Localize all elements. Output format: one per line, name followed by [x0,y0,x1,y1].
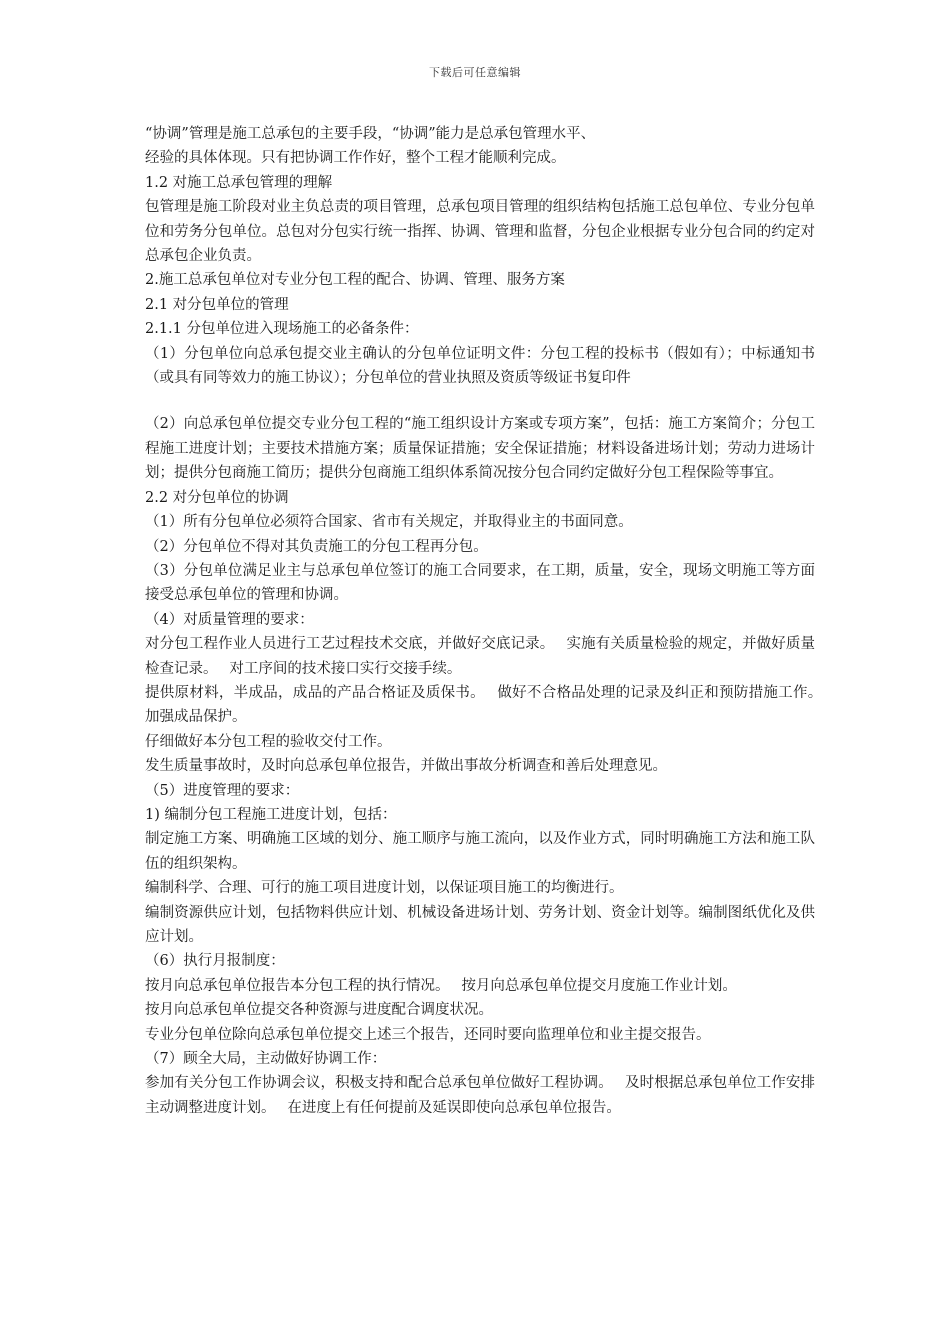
paragraph: 编制科学、合理、可行的施工项目进度计划，以保证项目施工的均衡进行。 [145,880,624,897]
paragraph: 经验的具体体现。只有把协调工作作好，整个工程才能顺利完成。 [145,150,566,167]
paragraph: 仔细做好本分包工程的验收交付工作。 [145,733,392,750]
section-heading: 2.2 对分包单位的协调 [145,489,289,506]
paragraph: 包管理是施工阶段对业主负总责的项目管理，总承包项目管理的组织结构包括施工总包单位、专业分包单位和劳务分包单位。总包对分包实行统一指挥、协调、管理和监督，分包企业根据专业分包合同的约定对总承包企业负责。 [145,199,815,265]
paragraph: 制定施工方案、明确施工区域的划分、施工顺序与施工流向，以及作业方式，同时明确施工方法和施工队伍的组织架构。 [145,831,815,872]
list-item: （3）分包单位满足业主与总承包单位签订的施工合同要求，在工期，质量，安全，现场文明施工等方面接受总承包单位的管理和协调。 [145,562,815,604]
list-item: （1）所有分包单位必须符合国家、省市有关规定，并取得业主的书面同意。 [145,514,633,531]
list-item: 1) 编制分包工程施工进度计划，包括： [145,806,397,823]
list-item: （1）分包单位向总承包提交业主确认的分包单位证明文件：分包工程的投标书（假如有）；中标通知书（或具有同等效力的施工协议）；分包单位的营业执照及资质等级证书复印件 [145,345,815,387]
list-item: （7）顾全大局，主动做好协调工作： [145,1051,387,1068]
document-body [145,122,835,1120]
section-heading: 1.2 对施工总承包管理的理解 [145,174,333,191]
paragraph: 按月向总承包单位提交各种资源与进度配合调度状况。 [145,1002,493,1019]
paragraph: “协调”管理是施工总承包的主要手段，“协调”能力是总承包管理水平、 [145,126,596,142]
page-header: 下载后可任意编辑 [429,66,521,79]
paragraph: 按月向总承包单位报告本分包工程的执行情况。 按月向总承包单位提交月度施工作业计划。 [145,977,737,994]
paragraph: 编制资源供应计划，包括物料供应计划、机械设备进场计划、劳务计划、资金计划等。编制图纸优化及供应计划。 [145,904,815,945]
list-item: （6）执行月报制度： [145,953,285,970]
paragraph: 对分包工程作业人员进行工艺过程技术交底，并做好交底记录。 实施有关质量检验的规定，并做好质量检查记录。 对工序间的技术接口实行交接手续。 [145,636,815,677]
list-item: （5）进度管理的要求： [145,782,300,799]
section-heading: 2.1 对分包单位的管理 [145,296,289,313]
paragraph: 参加有关分包工作协调会议，积极支持和配合总承包单位做好工程协调。 及时根据总承包单位工作安排主动调整进度计划。 在进度上有任何提前及延误即使向总承包单位报告。 [145,1075,815,1116]
paragraph: 发生质量事故时，及时向总承包单位报告，并做出事故分析调查和善后处理意见。 [145,758,667,775]
list-item: （2）向总承包单位提交专业分包工程的“施工组织设计方案或专项方案”，包括：施工方案简介；分包工程施工进度计划；主要技术措施方案；质量保证措施；安全保证措施；材料设备进场计划；劳动力进场计划；提供分包商施工简历；提供分包商施工组织体系简况按分包合同约定做好分包工程保险等事宜。 [145,416,815,482]
blank-line [145,390,815,412]
paragraph: 提供原材料，半成品，成品的产品合格证及质保书。 做好不合格品处理的记录及纠正和预防措施工作。 加强成品保护。 [145,684,835,726]
list-item: （2）分包单位不得对其负责施工的分包工程再分包。 [145,538,488,555]
section-heading: 2.施工总承包单位对专业分包工程的配合、协调、管理、服务方案 [145,272,565,289]
list-item: （4）对质量管理的要求： [145,611,314,628]
paragraph: 专业分包单位除向总承包单位提交上述三个报告，还同时要向监理单位和业主提交报告。 [145,1026,711,1043]
section-heading: 2.1.1 分包单位进入现场施工的必备条件： [145,321,419,338]
